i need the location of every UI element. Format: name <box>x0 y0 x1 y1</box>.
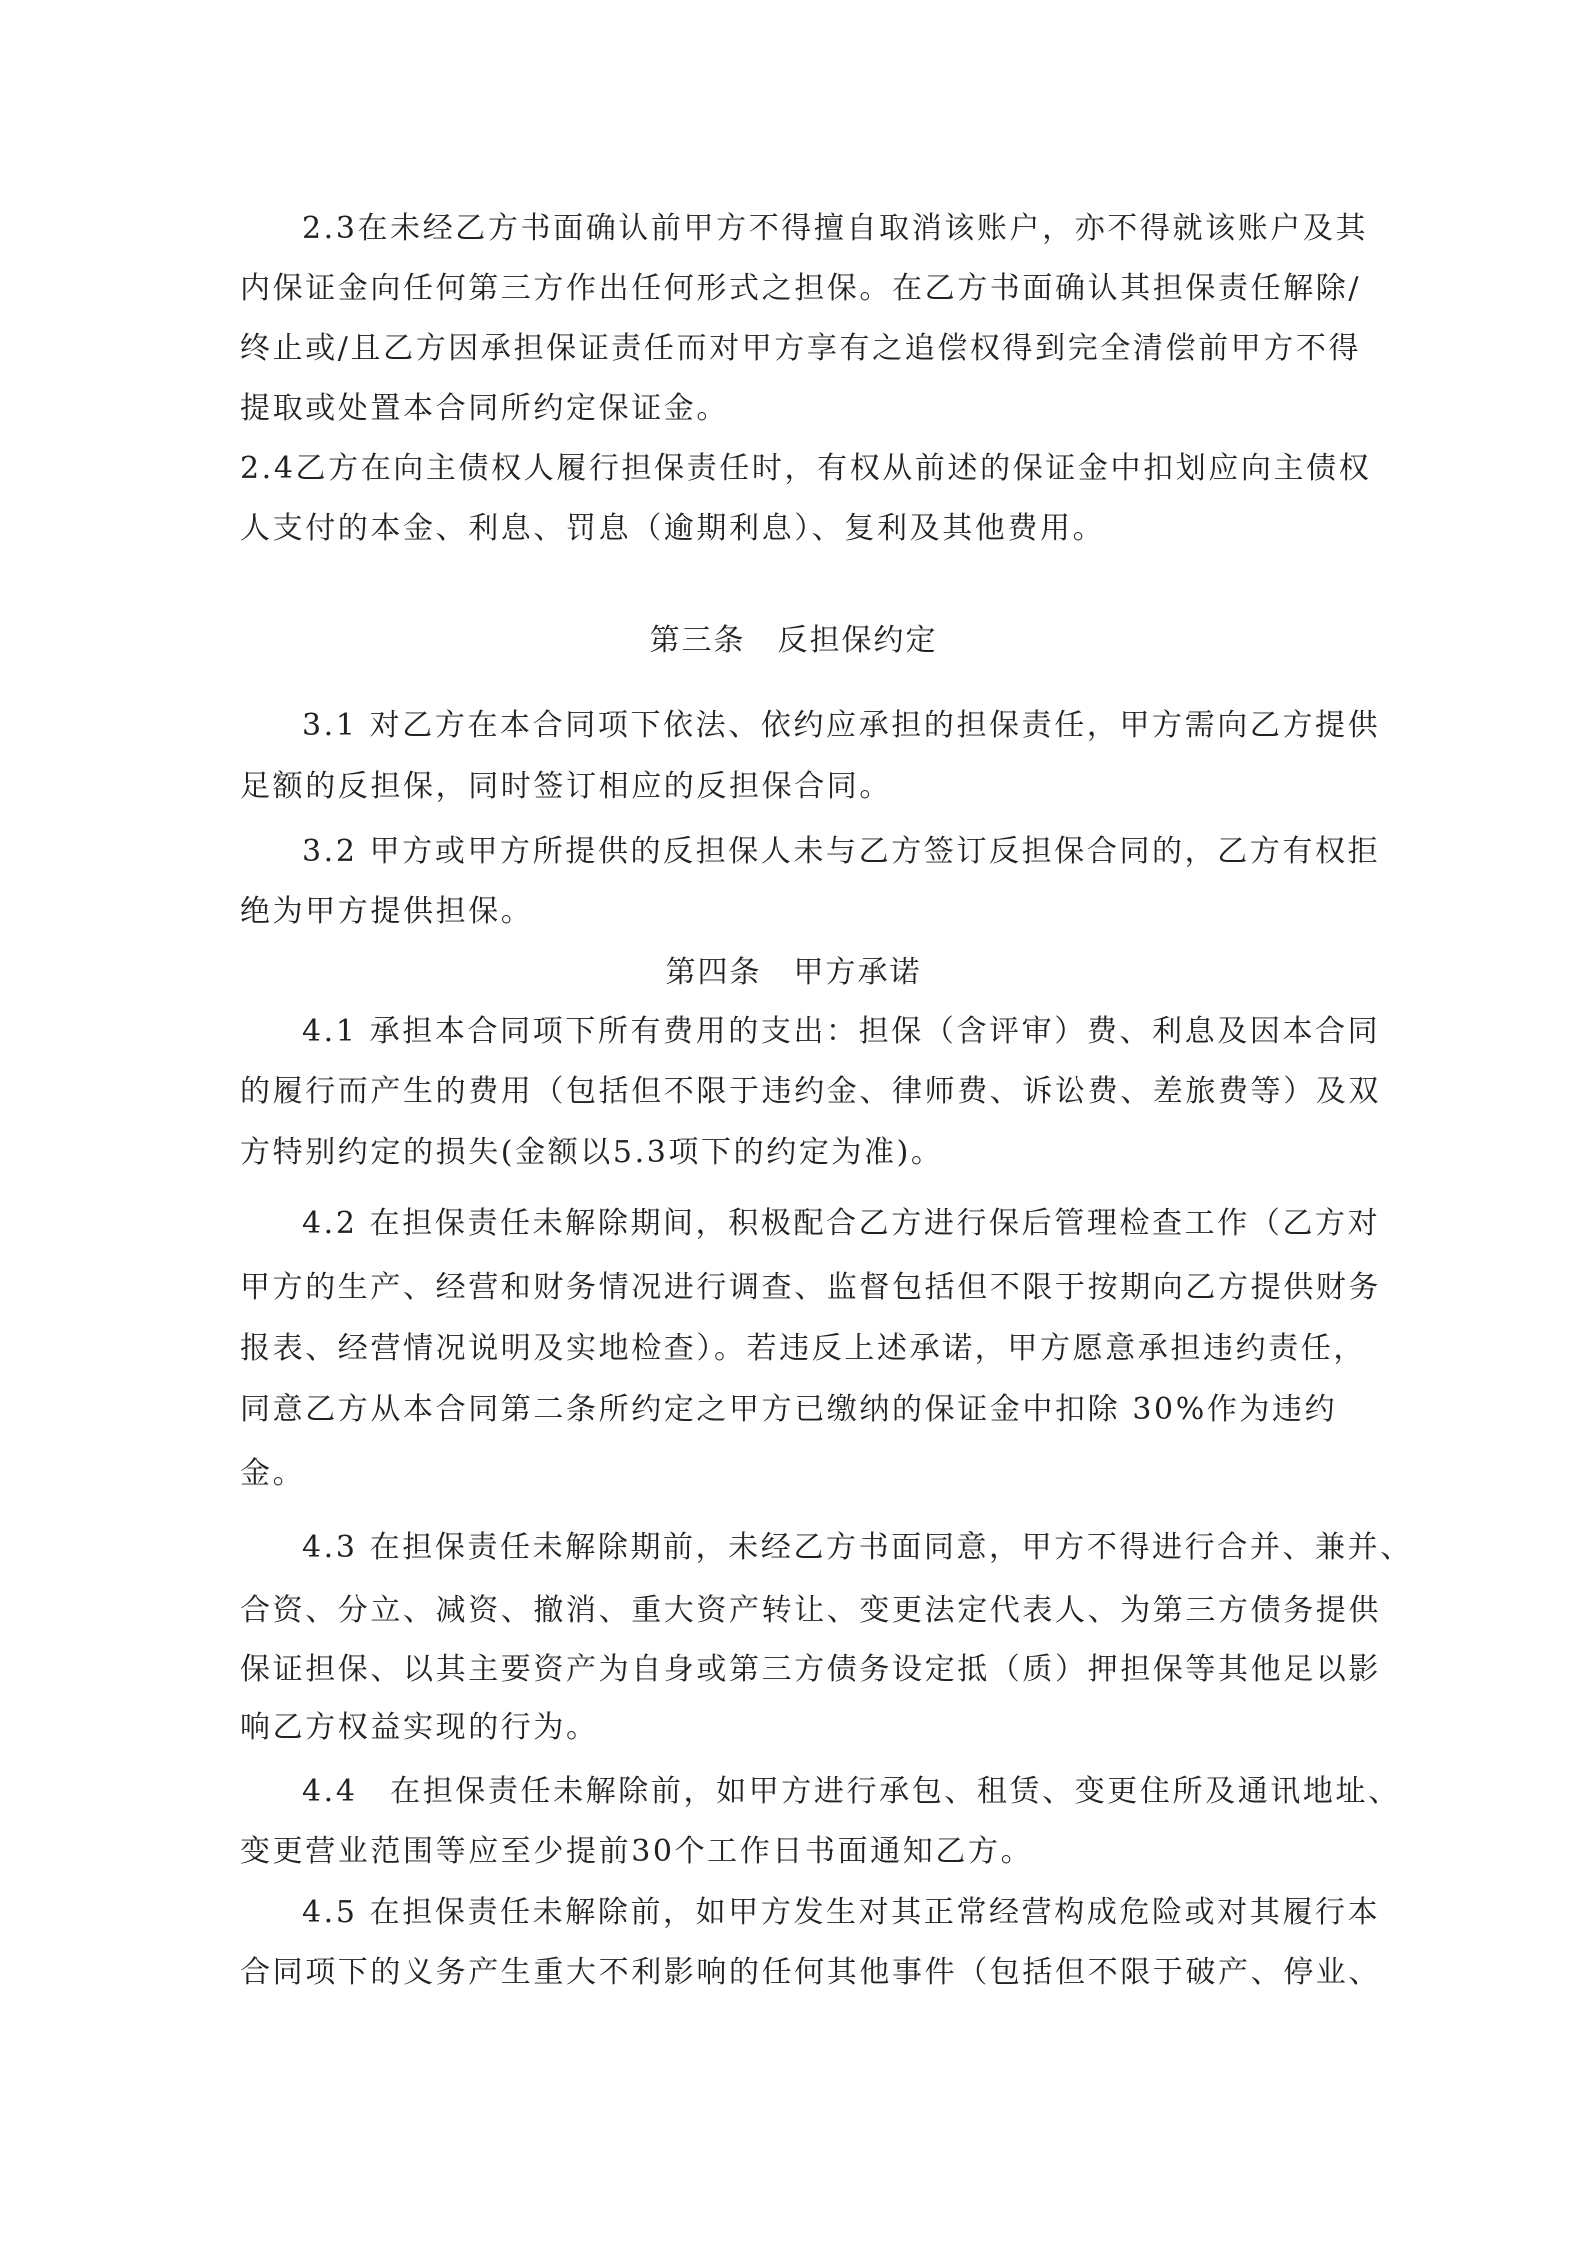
section-3-heading: 第三条 反担保约定 <box>649 623 938 658</box>
clause-4-2-line-3: 报表、经营情况说明及实地检查）。若违反上述承诺，甲方愿意承担违约责任， <box>240 1331 1366 1366</box>
clause-4-2-line-5: 金。 <box>240 1456 306 1491</box>
clause-4-4-line-2: 变更营业范围等应至少提前30个工作日书面通知乙方。 <box>240 1834 1034 1869</box>
clause-4-1-line-1: 4.1 承担本合同项下所有费用的支出：担保（含评审）费、利息及因本合同 <box>302 1014 1381 1049</box>
clause-2-3-line-3: 终止或/且乙方因承担保证责任而对甲方享有之追偿权得到完全清偿前甲方不得 <box>240 331 1362 366</box>
clause-2-3-line-2: 内保证金向任何第三方作出任何形式之担保。在乙方书面确认其担保责任解除/ <box>240 271 1362 306</box>
clause-4-3-line-3: 保证担保、以其主要资产为自身或第三方债务设定抵（质）押担保等其他足以影 <box>240 1652 1381 1687</box>
clause-3-1-line-2: 足额的反担保，同时签订相应的反担保合同。 <box>240 769 892 804</box>
clause-4-2-line-4: 同意乙方从本合同第二条所约定之甲方已缴纳的保证金中扣除 30%作为违约 <box>240 1392 1338 1427</box>
clause-3-2-line-1: 3.2 甲方或甲方所提供的反担保人未与乙方签订反担保合同的，乙方有权拒 <box>302 834 1381 869</box>
clause-4-1-line-3: 方特别约定的损失(金额以5.3项下的约定为准)。 <box>240 1135 944 1170</box>
clause-3-2-line-2: 绝为甲方提供担保。 <box>240 894 534 929</box>
clause-4-3-line-2: 合资、分立、减资、撤消、重大资产转让、变更法定代表人、为第三方债务提供 <box>240 1593 1381 1628</box>
clause-4-3-line-1: 4.3 在担保责任未解除期前，未经乙方书面同意，甲方不得进行合并、兼并、 <box>302 1530 1413 1565</box>
clause-2-4-line-2: 人支付的本金、利息、罚息（逾期利息）、复利及其他费用。 <box>240 511 1106 546</box>
clause-2-3-line-1: 2.3在未经乙方书面确认前甲方不得擅自取消该账户，亦不得就该账户及其 <box>302 211 1369 246</box>
clause-4-3-line-4: 响乙方权益实现的行为。 <box>240 1710 599 1745</box>
clause-4-5-line-2: 合同项下的义务产生重大不利影响的任何其他事件（包括但不限于破产、停业、 <box>240 1955 1381 1990</box>
clause-2-3-line-4: 提取或处置本合同所约定保证金。 <box>240 391 729 426</box>
clause-4-2-line-2: 甲方的生产、经营和财务情况进行调查、监督包括但不限于按期向乙方提供财务 <box>240 1270 1381 1305</box>
clause-4-1-line-2: 的履行而产生的费用（包括但不限于违约金、律师费、诉讼费、差旅费等）及双 <box>240 1074 1381 1109</box>
clause-3-1-line-1: 3.1 对乙方在本合同项下依法、依约应承担的担保责任，甲方需向乙方提供 <box>302 708 1381 743</box>
clause-4-4-line-1: 4.4 在担保责任未解除前，如甲方进行承包、租赁、变更住所及通讯地址、 <box>302 1774 1401 1809</box>
clause-4-2-line-1: 4.2 在担保责任未解除期间，积极配合乙方进行保后管理检查工作（乙方对 <box>302 1206 1381 1241</box>
section-4-heading: 第四条 甲方承诺 <box>665 955 922 990</box>
clause-2-4-line-1: 2.4乙方在向主债权人履行担保责任时，有权从前述的保证金中扣划应向主债权 <box>240 451 1372 486</box>
clause-4-5-line-1: 4.5 在担保责任未解除前，如甲方发生对其正常经营构成危险或对其履行本 <box>302 1895 1381 1930</box>
